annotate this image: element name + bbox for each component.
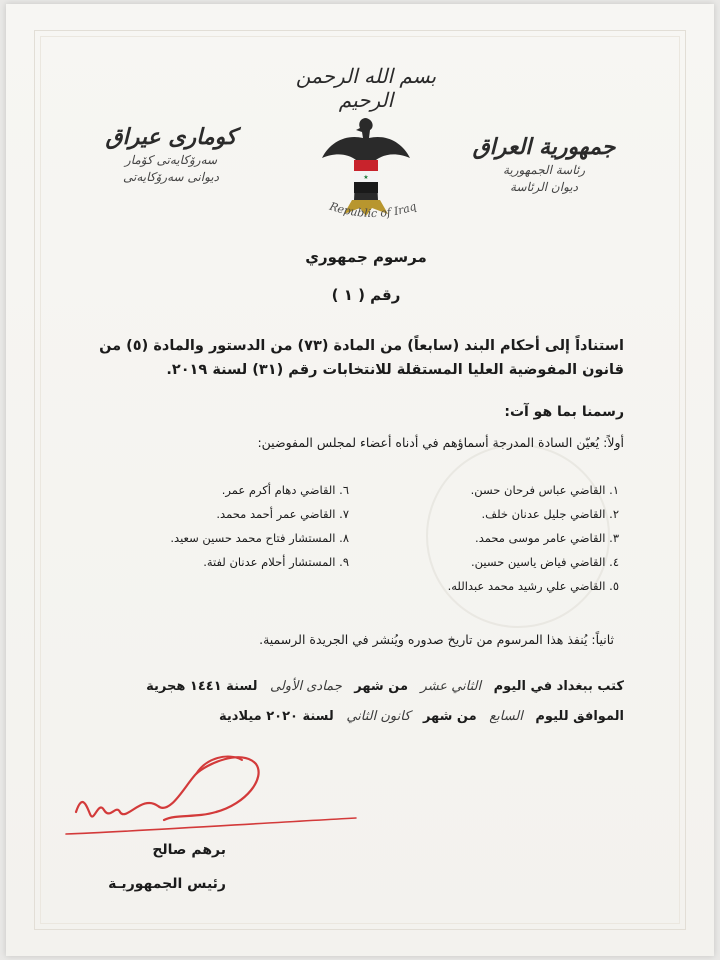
handwritten-month: كانون الثاني xyxy=(346,709,411,724)
svg-text:Republic of Iraq xyxy=(327,199,418,220)
date-label: من شهر xyxy=(422,709,477,724)
decree-intro xyxy=(64,334,624,382)
decree-paper xyxy=(6,4,714,956)
hijri-date-line xyxy=(64,679,624,694)
header-arabic xyxy=(444,134,644,194)
emblem-caption xyxy=(298,194,448,234)
names-column-left xyxy=(139,478,349,574)
list-item: ٨. المستشار فتاح محمد حسين سعيد. xyxy=(170,531,349,545)
list-item: ٦. القاضي دهام أكرم عمر. xyxy=(221,483,349,497)
list-item: ٥. القاضي علي رشيد محمد عبدالله. xyxy=(447,579,619,593)
date-label: لسنة ١٤٤١ هجرية xyxy=(146,679,258,694)
article-second: ثانياً: يُنفذ هذا المرسوم من تاريخ صدوره ويُنشر في الجريدة الرسمية. xyxy=(259,632,614,647)
header-right-title: جمهورية العراق xyxy=(472,134,616,160)
decreed-line: رسمنا بما هو آت: xyxy=(504,404,624,420)
gregorian-date-line xyxy=(64,709,624,724)
list-item: ٤. القاضي فياض ياسين حسين. xyxy=(470,555,619,569)
signer-title: رئيس الجمهوريـة xyxy=(108,876,226,892)
svg-text:★: ★ xyxy=(363,174,369,181)
date-label: لسنة ٢٠٢٠ ميلادية xyxy=(219,709,334,724)
article-first: أولاً: يُعيّن السادة المدرجة أسماؤهم في أدناه أعضاء لمجلس المفوضين: xyxy=(257,435,624,450)
handwritten-day: الثاني عشر xyxy=(420,679,482,694)
handwritten-day: السابع xyxy=(489,709,523,724)
list-item: ٩. المستشار أحلام عدنان لفتة. xyxy=(203,555,349,569)
header-kurdish xyxy=(66,124,276,184)
header-left-sub2: دیوانی سەرۆکایەتی xyxy=(123,170,219,184)
header-right-sub1: رئاسة الجمهورية xyxy=(502,163,586,177)
intro-line-1: استناداً إلى أحكام البند (سابعاً) من المادة (٧٣) من الدستور والمادة (٥) من xyxy=(99,338,624,354)
intro-line-2: قانون المفوضية العليا المستقلة للانتخابات رقم (٣١) لسنة ٢٠١٩. xyxy=(166,362,624,378)
handwritten-month: جمادى الأولى xyxy=(270,679,342,694)
list-item: ١. القاضي عباس فرحان حسن. xyxy=(470,483,619,497)
list-item: ٢. القاضي جليل عدنان خلف. xyxy=(481,507,619,521)
names-column-right xyxy=(359,478,619,598)
date-label: كتب ببغداد في اليوم xyxy=(493,679,624,694)
basmala: بسم الله الرحمن الرحيم xyxy=(295,64,437,112)
decree-number: رقم ( ١ ) xyxy=(331,286,401,304)
date-label: الموافق لليوم xyxy=(535,709,624,724)
header-left-title: كوماری عیراق xyxy=(105,124,237,150)
list-item: ٧. القاضي عمر أحمد محمد. xyxy=(216,507,349,521)
emblem-caption-text: Republic of Iraq xyxy=(327,199,419,221)
list-item: ٣. القاضي عامر موسى محمد. xyxy=(475,531,619,545)
decree-title: مرسوم جمهوري xyxy=(305,248,427,266)
header-left-sub1: سەرۆکایەتی کۆمار xyxy=(124,153,218,167)
header-right-sub2: ديوان الرئاسة xyxy=(510,180,578,194)
date-label: من شهر xyxy=(354,679,408,694)
signer-name: برهم صالح xyxy=(152,842,226,858)
